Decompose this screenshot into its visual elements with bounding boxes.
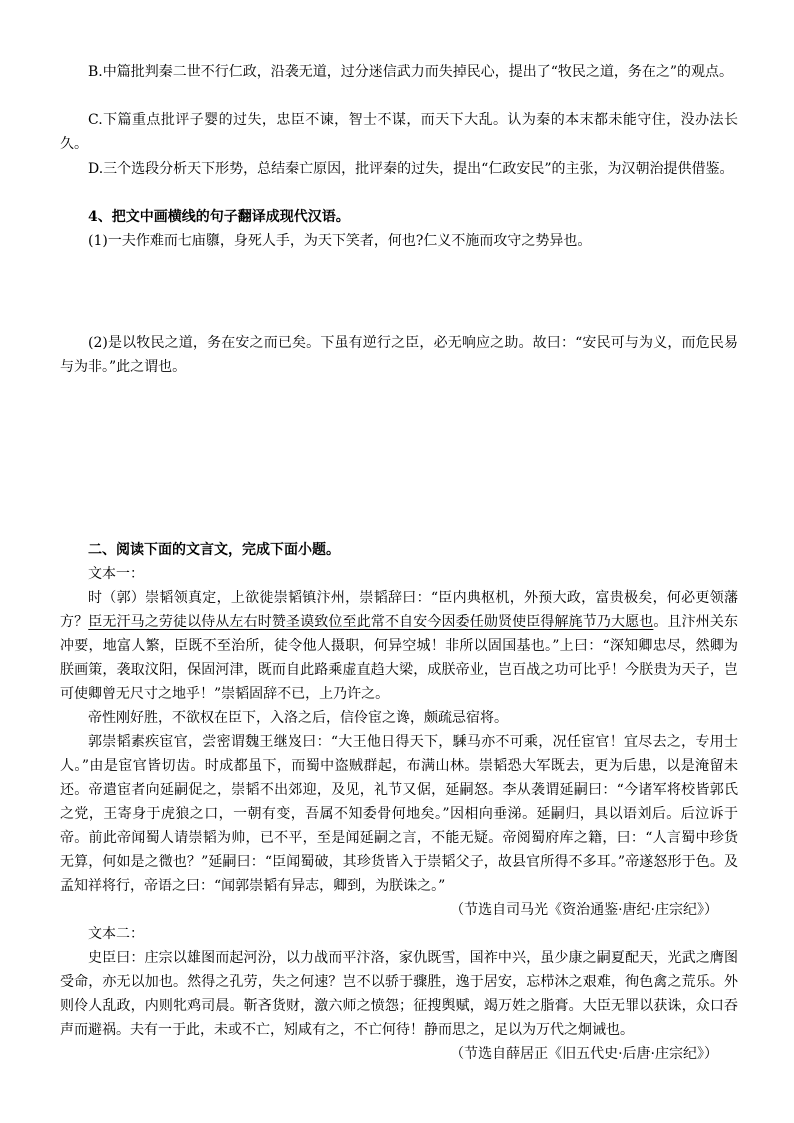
question-4-sentence-2-block	[60, 331, 738, 379]
option-b	[60, 60, 738, 84]
text-1-p1-part-b: 。且汴州关东冲要，地富人繁，臣既不至治所，徒令他人摄职，何异空城！非所以固国基也。”上曰：“深知卿忠尽，然卿为朕画策，袭取汶阳，保固河津，既而自此路乘虚直趋大梁，成朕帝业，岂百战之功可比乎！今朕贵为天子，岂可使卿曾无尺寸之地乎！”崇韬固辞不已，上乃许之。	[60, 614, 739, 702]
section-2-heading: 二、阅读下面的文言文，完成下面小题。	[88, 542, 340, 558]
text-1-paragraph-1	[60, 586, 738, 706]
question-4	[60, 205, 738, 253]
text-1-source: （节选自司马光《资治通鉴·唐纪·庄宗纪》）	[450, 902, 718, 918]
option-c-text: C.下篇重点批评子婴的过失，忠臣不谏，智士不谋，而天下大乱。认为秦的本末都未能守住，没办法长久。	[60, 112, 738, 152]
option-d	[60, 157, 738, 181]
question-4-sentence-1: (1)一夫作难而七庙隳，身死人手，为天下笑者，何也?仁义不施而攻守之势异也。	[88, 233, 592, 249]
underlined-sentence: 臣无汗马之劳徒以侍从左右时赞圣谟致位至此常不自安今因委任勋贤使臣得解旄节乃大愿也	[88, 614, 654, 630]
text-1-paragraph-3: 郭崇韬素疾宦官，尝密谓魏王继岌曰：“大王他日得天下，騬马亦不可乘，况任宦官！宜尽去之，专用士人。”由是宦官皆切齿。时成都虽下，而蜀中盗贼群起，布满山林。崇韬恐大军既去，更为后患，以是淹留未还。帝遣宦者向延嗣促之，崇韬不出郊迎，及见，礼节又倨，延嗣怒。李从袭谓延嗣曰：“今诸军将校皆郭氏之党，王寄身于虎狼之口，一朝有变，吾属不知委骨何地矣。”因相向垂涕。延嗣归，具以语刘后。后泣诉于帝。前此帝闻蜀人请崇韬为帅，已不平，至是闻延嗣之言，不能无疑。帝阅蜀府库之籍，曰：“人言蜀中珍货无算，何如是之微也？”延嗣曰：“臣闻蜀破，其珍货皆入于崇韬父子，故县官所得不多耳。”帝遂怒形于色。及孟知祥将行，帝语之曰：“闻郭崇韬有异志，卿到，为朕诛之。”	[60, 734, 738, 894]
option-c	[60, 108, 738, 156]
option-d-text: D.三个选段分析天下形势，总结秦亡原因，批评秦的过失，提出“仁政安民”的主张，为汉朝治提供借鉴。	[88, 161, 734, 177]
text-1-paragraph-2: 帝性刚好胜，不欲权在臣下，入洛之后，信伶宦之谗，颇疏忌宿将。	[88, 710, 508, 726]
question-4-sentence-2: (2)是以牧民之道，务在安之而已矣。下虽有逆行之臣，必无响应之助。故曰：“安民可与为义，而危民易与为非。”此之谓也。	[60, 335, 738, 375]
text-2-label: 文本二：	[88, 926, 144, 942]
option-b-text: B.中篇批判秦二世不行仁政，沿袭无道，过分迷信武力而失掉民心，提出了“牧民之道，务在之”的观点。	[88, 64, 734, 80]
question-4-title: 4、把文中画横线的句子翻译成现代汉语。	[88, 209, 350, 225]
text-1-p1-part-a: 时（郭）崇韬领真定，上欲徙崇韬镇汴州，崇韬辞曰：“臣内典枢机，外预大政，富贵极矣，何必更领藩方？	[60, 590, 738, 630]
text-2-source: （节选自薛居正《旧五代史·后唐·庄宗纪》）	[450, 1046, 718, 1062]
text-1-label: 文本一：	[88, 566, 144, 582]
text-2-paragraph: 史臣曰：庄宗以雄图而起河汾，以力战而平汴洛，家仇既雪，国祚中兴，虽少康之嗣夏配天，光武之膺图受命，亦无以加也。然得之孔劳，失之何速？岂不以骄于骤胜，逸于居安，忘栉沐之艰难，徇色禽之荒乐。外则伶人乱政，内则牝鸡司晨。靳吝货财，激六师之愤怨；征搜舆赋，竭万姓之脂膏。大臣无罪以获诛，众口吞声而避祸。夫有一于此，未或不亡，矧咸有之，不亡何待！静而思之，足以为万代之炯诫也。	[60, 950, 738, 1038]
section-2	[60, 538, 738, 1066]
